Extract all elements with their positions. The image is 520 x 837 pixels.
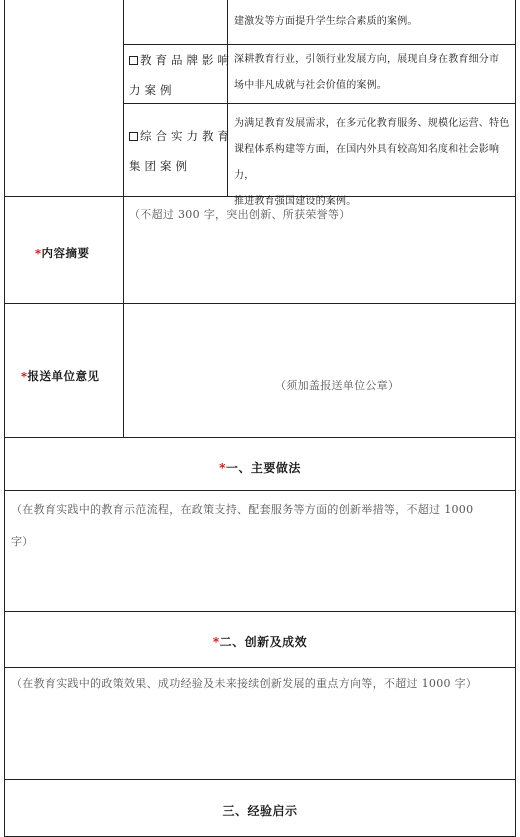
section3-title: 三、经验启示 [222, 804, 298, 818]
opinion-input-area[interactable] [125, 304, 515, 437]
case-type-option-group[interactable]: 综合实力教育 集团案例 [129, 129, 233, 173]
opinion-hint: （须加盖报送单位公章） [275, 379, 400, 392]
summary-row [4, 197, 516, 304]
section2-title: *二、创新及成效 [212, 635, 308, 649]
section2-hint: （在教育实践中的政策效果、成功经验及未来接续创新发展的重点方向等，不超过 1000 字） [11, 677, 478, 690]
opinion-label: *报送单位意见 [21, 369, 100, 383]
section3-heading-row [4, 780, 516, 837]
section1-hint: （在教育实践中的教育示范流程，在政策支持、配套服务等方面的创新举措等，不超过 1000 字） [11, 503, 474, 548]
section2-heading-row [4, 612, 516, 668]
summary-hint: （不超过 300 字，突出创新、所获荣誉等） [129, 208, 351, 221]
opinion-row [4, 304, 516, 438]
summary-label: *内容摘要 [35, 246, 90, 260]
case-type-desc-brand: 深耕教育行业，引领行业发展方向，展现自身在教育细分市 场中非凡成就与社会价值的案例。 [234, 54, 500, 91]
section1-input-area[interactable] [4, 491, 516, 612]
section1-title: *一、主要做法 [219, 461, 301, 475]
case-type-desc-1: 建激发等方面提升学生综合素质的案例。 [234, 16, 418, 27]
case-type-block [4, 0, 516, 207]
checkbox-icon[interactable] [129, 132, 138, 141]
section2-input-area[interactable] [4, 668, 516, 780]
case-type-option-brand[interactable]: 教育品牌影响 力案例 [129, 53, 233, 97]
application-form [4, 0, 516, 837]
section1-heading-row [4, 438, 516, 491]
case-type-desc-group: 为满足教育发展需求，在多元化教育服务、规模化运营、特色 课程体系构建等方面，在国内外具有较高知名度和社会影响力， 推进教育强国建设的案例。 [234, 118, 510, 207]
checkbox-icon[interactable] [129, 56, 138, 65]
summary-input-area[interactable] [129, 199, 515, 299]
